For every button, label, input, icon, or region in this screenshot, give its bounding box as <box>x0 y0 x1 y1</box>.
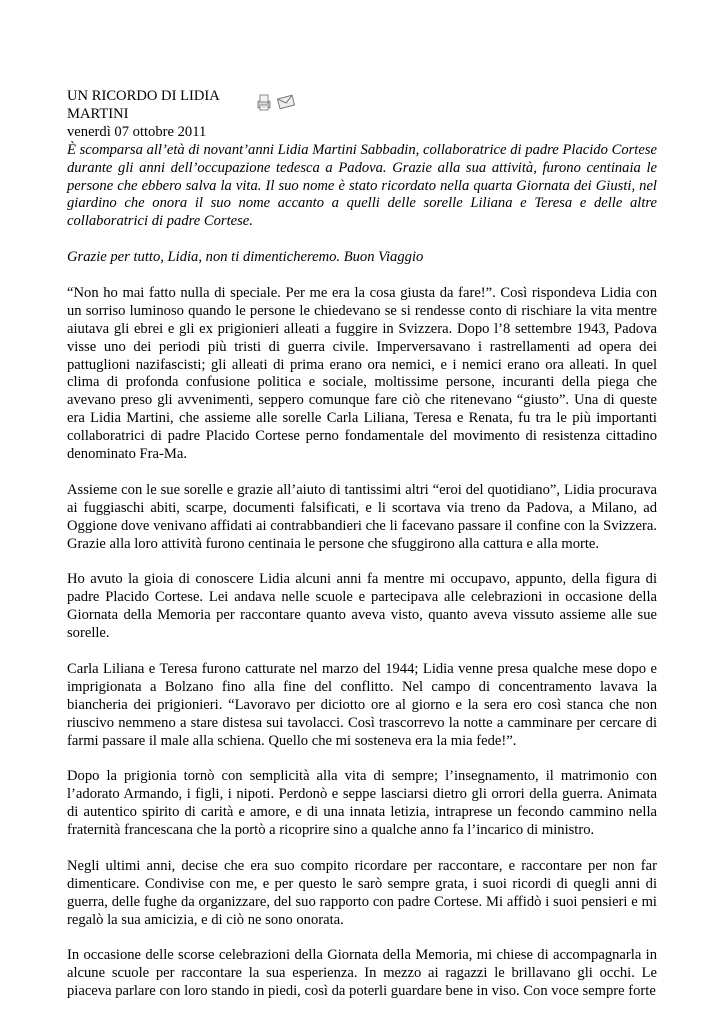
body-paragraph: Negli ultimi anni, decise che era suo compito ricordare per raccontare, e raccontare per non far dimenticare. Condivise con me, e per questo le sarò sempre grata, i suoi ricordi di quegli anni di guerra, delle fughe da organizzare, del suo rapporto con padre Cortese. Mi affidò i suoi pensieri e mi regalò la sua amicizia, e di ciò ne sono onorata. <box>67 857 657 928</box>
article-intro: È scomparsa all’età di novant’anni Lidia Martini Sabbadin, collaboratrice di padre Placido Cortese durante gli anni dell’occupazione tedesca a Padova. Grazie alla sua attività, furono centinaia le persone che ebbero salva la vita. Il suo nome è stato ricordato nella quarta Giornata dei Giusti, nel giardino che onora il suo nome accanto a quelli delle sorelle Liliana e Teresa e delle altre collaboratrici di padre Cortese. <box>67 141 657 230</box>
print-icon[interactable] <box>254 92 274 112</box>
body-paragraph: Carla Liliana e Teresa furono catturate nel marzo del 1944; Lidia venne presa qualche mese dopo e imprigionata a Bolzano fino alla fine del conflitto. Nel campo di concentramento lavava la biancheria dei prigionieri. “Lavoravo per diciotto ore al giorno e la sera ero così stanca che non riuscivo nemmeno a stare distesa sui tavolacci. Così trascorrevo la notte a camminare per cercare di farmi passare il male alla schiena. Quello che mi sosteneva era la mia fede!”. <box>67 660 657 749</box>
body-paragraph: Dopo la prigionia tornò con semplicità alla vita di sempre; l’insegnamento, il matrimonio con l’adorato Armando, i figli, i nipoti. Perdonò e seppe lasciarsi dietro gli orrori della guerra. Animata di autentico spirito di carità e amore, e di una innata letizia, intraprese un fecondo cammino nella fraternità francescana che la portò a ricoprire sino a qualche anno fa l’incarico di ministro. <box>67 768 657 839</box>
article-title: UN RICORDO DI LIDIA MARTINI <box>67 88 220 122</box>
article-header <box>67 88 657 124</box>
article-dedication: Grazie per tutto, Lidia, non ti dimenticheremo. Buon Viaggio <box>67 249 424 266</box>
article-date: venerdì 07 ottobre 2011 <box>67 123 207 140</box>
email-icon[interactable] <box>276 92 296 112</box>
article-actions <box>254 92 296 112</box>
body-paragraph: In occasione delle scorse celebrazioni della Giornata della Memoria, mi chiese di accompagnarla in alcune scuole per raccontare la sua esperienza. In mezzo ai ragazzi le brillavano gli occhi. Le piaceva parlare con loro stando in piedi, così da poterli guardare bene in viso. Con voce sempre forte <box>67 947 657 1000</box>
body-paragraph: “Non ho mai fatto nulla di speciale. Per me era la cosa giusta da fare!”. Così rispondeva Lidia con un sorriso luminoso quando le persone le chiedevano se si rendesse conto di rischiare la vita mentre aiutava gli ebrei e gli ex prigionieri alleati a fuggire in Svizzera. Dopo l’8 settembre 1943, Padova visse uno dei periodi più tristi di guerra civile. Imperversavano i rastrellamenti ad opera dei pattuglioni nazifascisti; gli alleati di prima erano ora nemici, e i nemici erano ora alleati. In quel clima di profonda confusione politica e sociale, moltissime persone, incuranti della piega che avevano preso gli avvenimenti, seppero comunque fare ciò che ritenevano “giusto”. Una di queste era Lidia Martini, che assieme alle sorelle Carla Liliana, Teresa e Renata, fu tra le più importanti collaboratrici di padre Placido Cortese perno fondamentale del movimento di resistenza cittadino denominato Fra-Ma. <box>67 284 657 463</box>
body-paragraph: Assieme con le sue sorelle e grazie all’aiuto di tantissimi altri “eroi del quotidiano”, Lidia procurava ai fuggiaschi abiti, scarpe, documenti falsificati, e li scortava via treno da Padova, a Milano, ad Oggione dove venivano affidati ai contrabbandieri che li facevano passare il confine con la Svizzera. Grazie alla loro attività furono centinaia le persone che sfuggirono alla cattura e alla morte. <box>67 481 657 552</box>
body-paragraph: Ho avuto la gioia di conoscere Lidia alcuni anni fa mentre mi occupavo, appunto, della figura di padre Placido Cortese. Lei andava nelle scuole e partecipava alle celebrazioni in occasione della Giornata della Memoria per raccontare quanto aveva visto, quanto aveva vissuto assieme alle sue sorelle. <box>67 571 657 642</box>
document-page <box>67 88 657 1001</box>
